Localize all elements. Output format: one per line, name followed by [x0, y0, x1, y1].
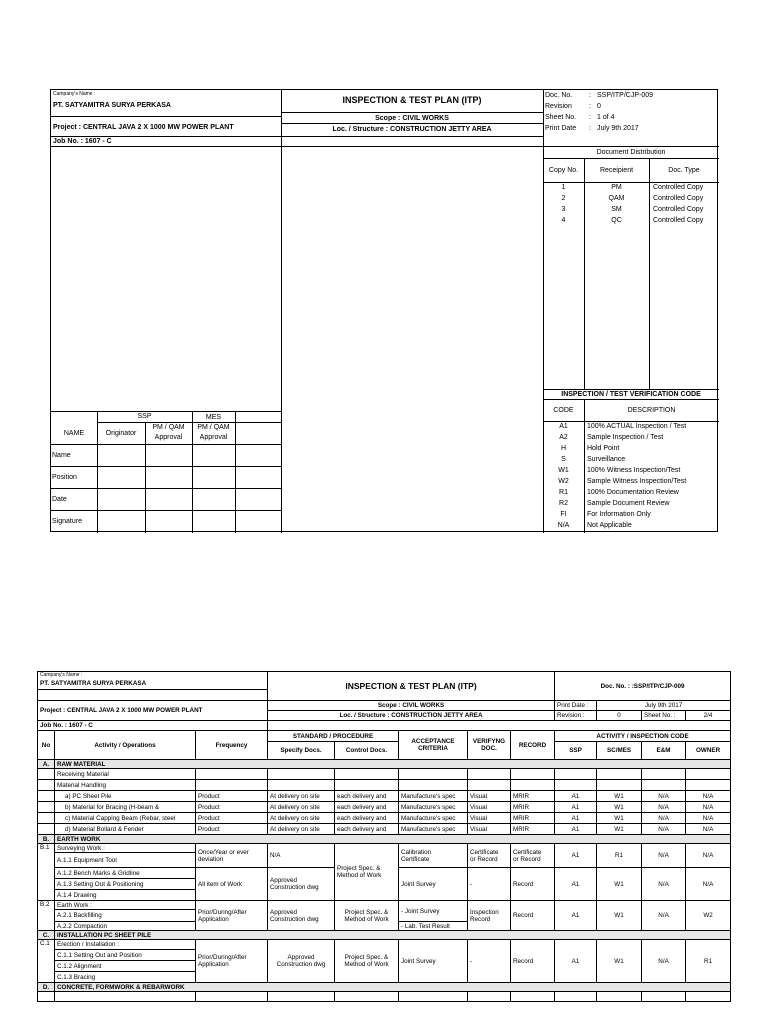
col-activity-code: ACTIVITY / INSPECTION CODE — [555, 731, 731, 742]
c1-acc: Joint Survey — [399, 940, 468, 983]
b2-freq: Prior/During/After Application — [196, 901, 268, 931]
raw-acceptance: Manufacture's spec — [399, 791, 468, 802]
verification-description: 100% Documentation Review — [587, 489, 679, 496]
raw-ssp — [555, 769, 597, 780]
col-control: Control Docs. — [335, 742, 399, 760]
c1-ssp: A1 — [555, 940, 597, 983]
table-row — [38, 769, 731, 780]
verification-description: 100% Witness Inspection/Test — [587, 467, 681, 474]
dist-row-type: Controlled Copy — [653, 217, 704, 224]
verification-title: INSPECTION / TEST VERIFICATION CODE — [561, 391, 701, 398]
b2-em: N/A — [642, 901, 686, 931]
table-row — [38, 824, 731, 835]
raw-acceptance: Manufacture's spec — [399, 802, 468, 813]
dist-row-copy: 4 — [561, 217, 566, 224]
raw-activity: d) Material Bollard & Fender — [55, 824, 196, 835]
dist-row-recipient: PM — [611, 184, 622, 191]
section-a-title: RAW MATERIAL — [55, 760, 731, 769]
col-owner: OWNER — [686, 742, 731, 760]
section-d-no: D. — [38, 983, 55, 992]
b1-ver-1: Certificate or Record — [468, 844, 511, 868]
approval-row-date: Date — [52, 496, 67, 503]
col-record: RECORD — [511, 731, 555, 760]
verification-code: R2 — [559, 500, 568, 507]
raw-owner — [686, 780, 731, 791]
b2-own: W2 — [686, 901, 731, 931]
b2-ssp: A1 — [555, 901, 597, 931]
verification-code: N/A — [557, 522, 570, 529]
approval-row-position: Position — [52, 474, 77, 481]
col-standard: STANDARD / PROCEDURE — [268, 731, 399, 742]
verification-code: W1 — [558, 467, 569, 474]
col-activity: Activity / Operations — [55, 731, 196, 760]
raw-em — [642, 769, 686, 780]
dist-row-copy: 2 — [561, 195, 566, 202]
raw-em: N/A — [642, 791, 686, 802]
b2-acc-1: - Joint Survey — [399, 901, 468, 922]
raw-acceptance — [399, 780, 468, 791]
b1-ssp-2: A1 — [555, 868, 597, 901]
raw-specify: At delivery on site — [268, 802, 335, 813]
raw-scmes: W1 — [597, 791, 642, 802]
section-c-no: C. — [38, 931, 55, 940]
doc-no-sep: : — [589, 92, 591, 99]
s2-scope: Scope : CIVIL WORKS — [268, 701, 555, 711]
raw-verifying: Visual — [468, 791, 511, 802]
verification-description: 100% ACTUAL Inspection / Test — [587, 423, 687, 430]
raw-frequency: Product — [196, 791, 268, 802]
raw-material-rows — [38, 769, 731, 835]
raw-control — [335, 769, 399, 780]
print-date-sep: : — [589, 125, 591, 132]
raw-specify: At delivery on site — [268, 813, 335, 824]
s2-revision: 0 — [597, 711, 642, 721]
ssp-header: SSP — [137, 413, 152, 420]
raw-acceptance — [399, 769, 468, 780]
raw-em — [642, 780, 686, 791]
approval-header-2: Approval — [199, 434, 228, 441]
col-acceptance: ACCEPTANCE CRITERIA — [399, 731, 468, 760]
raw-frequency: Product — [196, 802, 268, 813]
revision-sep: : — [589, 103, 591, 110]
b1-rec-2: Record — [511, 868, 555, 901]
sheet-no-label: Sheet No. — [545, 114, 577, 121]
approval-block — [51, 411, 281, 533]
section-c-title: INSTALLATION PC SHEET PILE — [55, 931, 731, 940]
raw-scmes — [597, 780, 642, 791]
job-number: Job No. : 1607 - C — [53, 138, 112, 145]
c1-act-2: C.1.2 Alignment — [55, 961, 196, 972]
verification-code: W2 — [558, 478, 569, 485]
s2-job-number: Job No. : 1607 - C — [38, 721, 268, 731]
b1-acc-1: Calibration Certificate — [399, 844, 468, 868]
dist-row-copy: 1 — [561, 184, 566, 191]
s2-print-date: July 9th 2017 — [597, 701, 731, 711]
raw-verifying — [468, 769, 511, 780]
b1-ver-2: - — [468, 868, 511, 901]
raw-control: each delivery and — [335, 824, 399, 835]
s2-doc-no: Doc. No. : :SSP/ITP/CJP-009 — [555, 672, 731, 701]
company-label: Campany's Name : — [53, 91, 96, 97]
raw-scmes: W1 — [597, 802, 642, 813]
raw-specify — [268, 780, 335, 791]
distribution-title: Document Distribution — [596, 149, 666, 156]
s2-company-name: PT. SATYAMITRA SURYA PERKASA — [40, 680, 147, 687]
raw-acceptance: Manufacture's spec — [399, 813, 468, 824]
name-header: NAME — [63, 430, 85, 437]
b2-rec: Record — [511, 901, 555, 931]
c1-freq: Prior/During/After Application — [196, 940, 268, 983]
pm-qam-header-1: PM / QAM — [152, 424, 185, 431]
dist-row-type: Controlled Copy — [653, 206, 704, 213]
b1-no: B.1 — [38, 844, 55, 901]
dist-header-type: Doc. Type — [668, 167, 700, 174]
print-date-label: Print Date — [545, 125, 577, 132]
originator-header: Originator — [105, 430, 137, 437]
raw-control — [335, 780, 399, 791]
raw-activity: b) Material for Bracing (H-beam & — [55, 802, 196, 813]
verification-description: Not Applicable — [587, 522, 632, 529]
col-scmes: SC/MES — [597, 742, 642, 760]
raw-scmes: W1 — [597, 813, 642, 824]
dist-row-type: Controlled Copy — [653, 184, 704, 191]
raw-verifying: Visual — [468, 802, 511, 813]
b1-em-2: N/A — [642, 868, 686, 901]
pm-qam-header-2: PM / QAM — [197, 424, 230, 431]
print-date-value: July 9th 2017 — [597, 125, 639, 132]
raw-record: MRIR — [511, 791, 555, 802]
raw-em: N/A — [642, 824, 686, 835]
table-row — [38, 802, 731, 813]
scope-label: Scope : CIVIL WORKS — [375, 115, 449, 122]
dist-row-recipient: QAM — [608, 195, 625, 202]
b1-control: Project Spec. & Method of Work — [335, 844, 399, 901]
s2-company-label: Campany's Name : — [40, 672, 83, 678]
c1-no: C.1 — [38, 940, 55, 983]
raw-frequency: Product — [196, 824, 268, 835]
b2-act-0: Earth Work : — [55, 901, 196, 910]
raw-specify — [268, 769, 335, 780]
section-a-no: A. — [38, 760, 55, 769]
verification-code: S — [561, 456, 566, 463]
verification-description: Sample Inspection / Test — [587, 434, 664, 441]
raw-ssp: A1 — [555, 824, 597, 835]
raw-record — [511, 769, 555, 780]
raw-specify: At delivery on site — [268, 824, 335, 835]
b2-sc: W1 — [597, 901, 642, 931]
c1-ver: - — [468, 940, 511, 983]
b2-act-2: A.2.2 Compaction — [55, 922, 196, 931]
c1-act-3: C.1.3 Bracing — [55, 972, 196, 983]
raw-ssp: A1 — [555, 802, 597, 813]
b1-em-1: N/A — [642, 844, 686, 868]
raw-activity: Material Handling — [55, 780, 196, 791]
raw-record — [511, 780, 555, 791]
raw-control: each delivery and — [335, 791, 399, 802]
col-frequency: Frequency — [196, 731, 268, 760]
raw-em: N/A — [642, 813, 686, 824]
raw-verifying: Visual — [468, 824, 511, 835]
s2-revision-label: Revision : — [555, 711, 597, 721]
section-b-title: EARTH WORK — [55, 835, 731, 844]
col-ssp: SSP — [555, 742, 597, 760]
b1-spec-1: N/A — [268, 844, 335, 868]
doc-no-label: Doc. No. — [545, 92, 573, 99]
b1-spec-2: Approved Construction dwg — [268, 868, 335, 901]
c1-control: Project Spec. & Method of Work — [335, 940, 399, 983]
col-specify: Specify Docs. — [268, 742, 335, 760]
b1-own-2: N/A — [686, 868, 731, 901]
verification-description: Surveillance — [587, 456, 626, 463]
location-label: Loc. / Structure : CONSTRUCTION JETTY AREA — [332, 126, 492, 133]
b2-no: B.2 — [38, 901, 55, 931]
project-name: Project : CENTRAL JAVA 2 X 1000 MW POWER PLANT — [53, 124, 234, 131]
verification-description: For Information Only — [587, 511, 651, 518]
raw-frequency — [196, 780, 268, 791]
approval-header-1: Approval — [154, 434, 183, 441]
raw-frequency — [196, 769, 268, 780]
verification-code: FI — [560, 511, 567, 518]
verification-description: Sample Witness Inspection/Test — [587, 478, 687, 485]
c1-spec: Approved Construction dwg — [268, 940, 335, 983]
b2-act-1: A.2.1 Backfilling — [55, 910, 196, 922]
raw-activity: a) PC Sheet Pile — [55, 791, 196, 802]
b1-ssp-1: A1 — [555, 844, 597, 868]
raw-owner: N/A — [686, 813, 731, 824]
s2-project-name: Project : CENTRAL JAVA 2 X 1000 MW POWER PLANT — [38, 701, 268, 721]
approval-row-name: Name — [52, 452, 71, 459]
b1-sc-1: R1 — [597, 844, 642, 868]
b1-own-1: N/A — [686, 844, 731, 868]
doc-no-value: SSP/ITP/CJP-009 — [597, 92, 654, 99]
raw-specify: At delivery on site — [268, 791, 335, 802]
raw-control: each delivery and — [335, 813, 399, 824]
b1-acc-2: Joint Survey — [399, 868, 468, 901]
itp-sheet-2 — [37, 671, 730, 1024]
document-title: INSPECTION & TEST PLAN (ITP) — [342, 95, 482, 105]
verification-code: A2 — [559, 434, 568, 441]
itp-cover-sheet — [50, 89, 718, 532]
s2-sheet-label: Sheet No. : — [642, 711, 686, 721]
raw-frequency: Product — [196, 813, 268, 824]
b1-freq-2: All item of Work — [196, 868, 268, 901]
table-row — [38, 791, 731, 802]
raw-em: N/A — [642, 802, 686, 813]
raw-owner: N/A — [686, 802, 731, 813]
c1-sc: W1 — [597, 940, 642, 983]
raw-activity: c) Material Capping Beam (Rebar, steel — [55, 813, 196, 824]
description-header: DESCRIPTION — [627, 407, 676, 414]
raw-record: MRIR — [511, 824, 555, 835]
dist-row-recipient: SM — [611, 206, 622, 213]
itp-sheet-2-table — [37, 671, 731, 1002]
verification-code: H — [560, 445, 567, 452]
table-row — [38, 813, 731, 824]
section-d-title: CONCRETE, FORMWORK & REBARWORK — [55, 983, 731, 992]
dist-row-copy: 3 — [561, 206, 566, 213]
code-header: CODE — [553, 407, 574, 414]
revision-label: Revision — [545, 103, 572, 110]
col-verifying: VERIFYNG DOC. — [468, 731, 511, 760]
table-row — [38, 780, 731, 791]
raw-verifying — [468, 780, 511, 791]
company-name: PT. SATYAMITRA SURYA PERKASA — [53, 102, 171, 109]
raw-owner: N/A — [686, 824, 731, 835]
b1-act-2: A.1.2 Bench Marks & Gridline — [55, 868, 196, 879]
s2-document-title: INSPECTION & TEST PLAN (ITP) — [268, 672, 555, 701]
raw-control: each delivery and — [335, 802, 399, 813]
raw-verifying: Visual — [468, 813, 511, 824]
c1-act-1: C.1.1 Setting Out and Position — [55, 950, 196, 961]
verification-description: Sample Document Review — [587, 500, 670, 507]
raw-owner — [686, 769, 731, 780]
col-no: No — [38, 731, 55, 760]
raw-ssp: A1 — [555, 791, 597, 802]
raw-record: MRIR — [511, 802, 555, 813]
raw-scmes — [597, 769, 642, 780]
b1-sc-2: W1 — [597, 868, 642, 901]
s2-location: Loc. / Structure : CONSTRUCTION JETTY AREA — [268, 711, 555, 721]
b2-acc-2: - Lab. Test Result — [399, 922, 468, 931]
mes-header: MES — [205, 414, 222, 421]
raw-acceptance: Manufacture's spec — [399, 824, 468, 835]
b2-spec: Approved Construction dwg — [268, 901, 335, 931]
verification-code: R1 — [559, 489, 568, 496]
b2-ver: Inspection Record — [468, 901, 511, 931]
b1-act-1: A.1.1 Equipment Tool — [55, 853, 196, 868]
dist-row-type: Controlled Copy — [653, 195, 704, 202]
raw-owner: N/A — [686, 791, 731, 802]
verification-code: A1 — [559, 423, 568, 430]
c1-rec: Record — [511, 940, 555, 983]
c1-em: N/A — [642, 940, 686, 983]
verification-description: Hold Point — [587, 445, 620, 452]
dist-header-copy: Copy No. — [548, 167, 579, 174]
c1-act-0: Erection / Installation : — [55, 940, 196, 950]
raw-scmes: W1 — [597, 824, 642, 835]
c1-own: R1 — [686, 940, 731, 983]
sheet-no-sep: : — [589, 114, 591, 121]
b1-act-0: Surveying Work : — [55, 844, 196, 853]
b1-freq-1: Once/Year or ever deviation — [196, 844, 268, 868]
dist-row-recipient: QC — [611, 217, 622, 224]
s2-sheet: 2/4 — [686, 711, 731, 721]
b1-rec-1: Certificate or Record — [511, 844, 555, 868]
raw-activity: Receiving Material — [55, 769, 196, 780]
revision-value: 0 — [597, 103, 601, 110]
b1-act-4: A.1.4 Drawing — [55, 890, 196, 901]
raw-record: MRIR — [511, 813, 555, 824]
b2-control: Project Spec. & Method of Work — [335, 901, 399, 931]
approval-row-signature: Signature — [52, 518, 82, 525]
col-em: E&M — [642, 742, 686, 760]
s2-print-date-label: Print Date : — [555, 701, 597, 711]
raw-ssp: A1 — [555, 813, 597, 824]
dist-header-recipient: Receipient — [599, 167, 634, 174]
sheet-no-value: 1 of 4 — [597, 114, 615, 121]
section-b-no: B. — [38, 835, 55, 844]
raw-ssp — [555, 780, 597, 791]
b1-act-3: A.1.3 Setting Out & Positioning — [55, 879, 196, 890]
